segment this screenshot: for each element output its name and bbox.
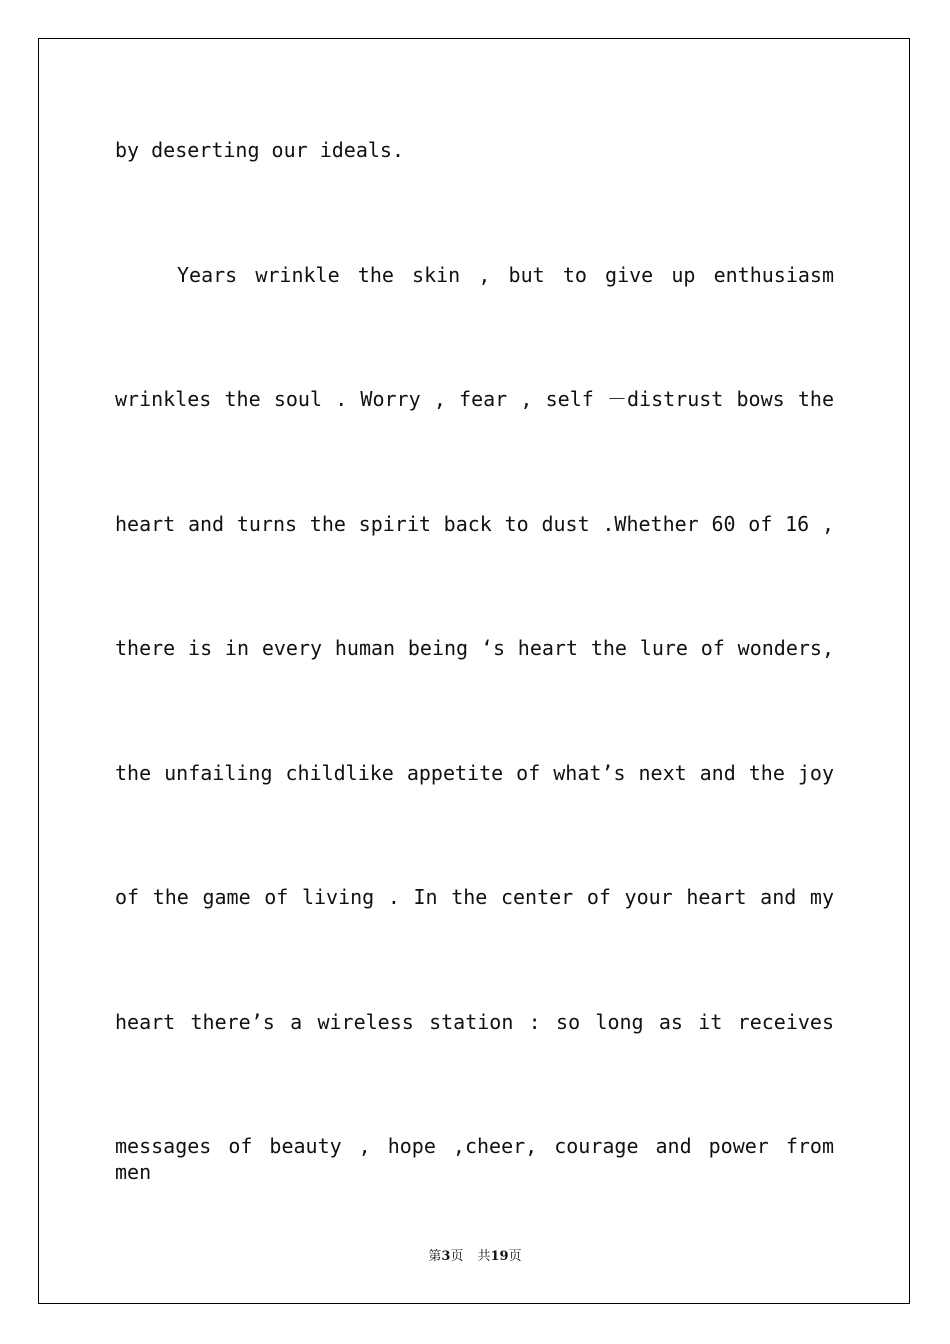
page-footer [0, 1248, 950, 1266]
text-line-3: wrinkles the soul . Worry , fear , self －distrust bows the [115, 387, 834, 411]
text-line-2: Years wrinkle the skin , but to give up enthusiasm [177, 263, 834, 287]
text-line-5: there is in every human being ‘s heart the lure of wonders, [115, 636, 834, 660]
text-line-6: the unfailing childlike appetite of what’s next and the joy [115, 761, 834, 785]
total-pages: 19 [490, 1249, 509, 1264]
text-line-9: messages of beauty , hope ,cheer, courage and power from men [115, 1134, 834, 1184]
text-line-7: of the game of living . In the center of your heart and my [115, 885, 834, 909]
text-line-1: by deserting our ideals. [115, 138, 404, 162]
total-prefix: 共 [477, 1249, 491, 1264]
page-number: 3 [441, 1249, 451, 1264]
text-line-8: heart there’s a wireless station : so long as it receives [115, 1010, 834, 1034]
page-suffix: 页 [450, 1249, 464, 1264]
page-prefix: 第 [428, 1249, 442, 1264]
page-border [38, 38, 910, 1304]
total-suffix: 页 [508, 1249, 522, 1264]
text-line-4: heart and turns the spirit back to dust .Whether 60 of 16 , [115, 512, 834, 536]
